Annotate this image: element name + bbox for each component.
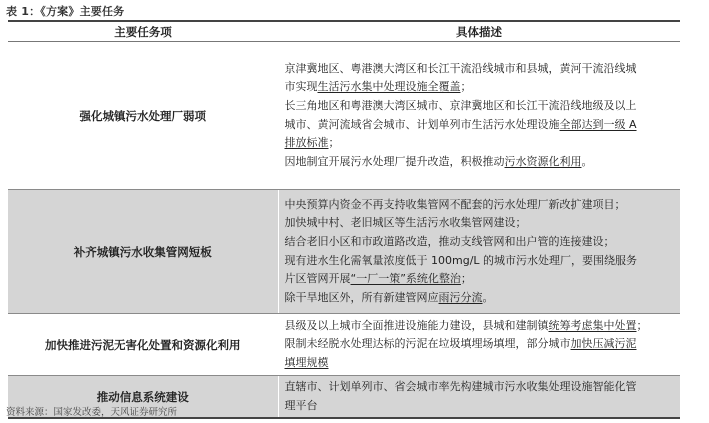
desc-text: 京津冀地区、粤港澳大湾区和长江干流沿线城市和县城，黄河干流沿线城 (284, 61, 637, 75)
source-note: 资料来源：国家发改委，天风证券研究所 (6, 407, 178, 418)
desc-line (285, 354, 681, 373)
desc-line (285, 397, 681, 416)
desc-text: 县级及以上城市全面推进设施能力建设，县城和建制镇 (284, 318, 549, 332)
desc-line (285, 252, 681, 271)
desc-line (285, 78, 681, 97)
desc-line (285, 378, 681, 397)
desc-line (285, 214, 681, 233)
desc-line (285, 97, 681, 116)
header-desc: 具体描述 (278, 21, 680, 42)
desc-highlight: 排放标准 (284, 136, 329, 150)
desc-line (285, 116, 681, 135)
desc-text: ； (636, 318, 648, 332)
desc-cell (278, 42, 680, 190)
desc-highlight: 加快压减污泥 (570, 337, 637, 351)
desc-highlight: “一厂一策”系统化整治 (350, 272, 461, 286)
desc-text: 。 (581, 154, 593, 168)
desc-line (285, 317, 681, 336)
desc-cell (278, 190, 680, 314)
desc-line (285, 196, 681, 215)
desc-text: 理平台 (284, 398, 318, 412)
desc-text: 除干旱地区外，所有新建管网应 (284, 290, 439, 304)
table-row (8, 190, 680, 314)
desc-text: 结合老旧小区和市政道路改造，推动支线管网和出户管的连接建设； (284, 234, 615, 248)
table-row (8, 42, 680, 190)
desc-text: 中央预算内资金不再支持收集管网不配套的污水处理厂新改扩建项目； (284, 197, 626, 211)
desc-text: 片区管网开展 (284, 272, 351, 286)
desc-line (285, 289, 681, 308)
desc-highlight: 填埋规模 (284, 355, 329, 369)
desc-text: 加快城中村、老旧城区等生活污水收集管网建设； (284, 216, 527, 230)
desc-highlight: 统筹考虑集中处置 (548, 318, 637, 332)
desc-text: 市实现 (284, 80, 318, 94)
desc-highlight: 生活污水集中处理设施全覆盖 (317, 80, 461, 94)
task-cell: 推动信息系统建设 (8, 376, 278, 419)
table-body (8, 42, 680, 419)
table-row (8, 314, 680, 376)
table-caption: 表 1：《方案》主要任务 (6, 5, 125, 18)
desc-text: ； (460, 80, 472, 94)
desc-line (285, 270, 681, 289)
desc-text: 限制未经脱水处理达标的污泥在垃圾填埋场填埋，部分城市 (284, 337, 571, 351)
desc-text: 。 (482, 290, 494, 304)
desc-text: 直辖市、计划单列市、省会城市率先构建城市污水收集处理设施智能化管 (284, 380, 637, 393)
desc-cell (278, 314, 680, 376)
desc-text: 现有进水生化需氧量浓度低于 100mg/L 的城市污水处理厂，要围绕服务 (284, 253, 638, 267)
header-task: 主要任务项 (8, 21, 278, 42)
header-row (8, 21, 680, 42)
task-cell: 加快推进污泥无害化处置和资源化利用 (8, 314, 278, 376)
desc-line (285, 233, 681, 252)
desc-highlight: 雨污分流 (438, 290, 483, 304)
desc-highlight: 污水资源化利用 (504, 154, 582, 168)
desc-line (285, 335, 681, 354)
desc-text: ； (328, 136, 340, 150)
desc-highlight: 全部达到一级 A (559, 117, 637, 131)
task-cell: 强化城镇污水处理厂弱项 (8, 42, 278, 190)
desc-line (285, 153, 681, 172)
desc-text: 长三角地区和粤港澳大湾区城市、京津冀地区和长江干流沿线地级及以上 (284, 98, 637, 112)
desc-text: 因地制宜开展污水处理厂提升改造，积极推动 (284, 154, 505, 168)
tasks-table (8, 20, 680, 419)
desc-text: ； (460, 272, 472, 286)
desc-cell (278, 376, 680, 419)
desc-text: 城市、黄河流域省会城市、计划单列市生活污水处理设施 (284, 117, 560, 131)
desc-line (285, 60, 681, 79)
task-cell: 补齐城镇污水收集管网短板 (8, 190, 278, 314)
desc-line (285, 134, 681, 153)
